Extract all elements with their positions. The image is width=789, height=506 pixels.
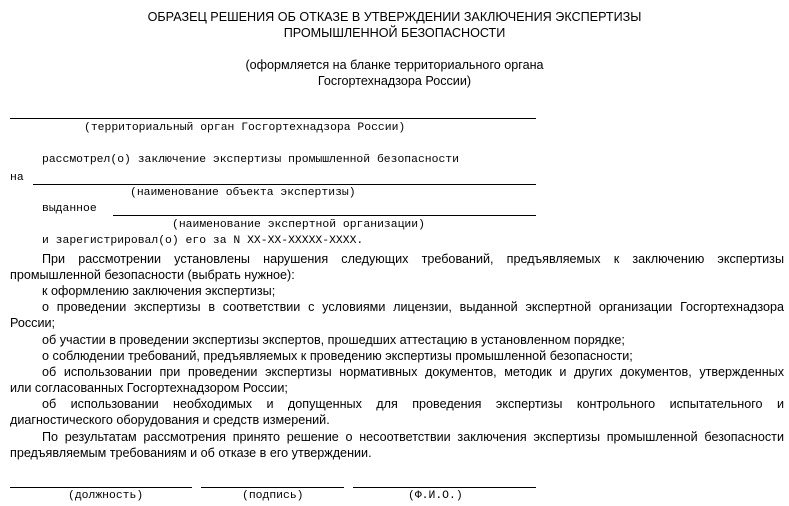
intro-line-2: промышленной безопасности (выбрать нужное): xyxy=(10,268,295,283)
signature-blank-line[interactable] xyxy=(201,487,344,488)
intro-paragraph xyxy=(10,251,784,283)
conclusion-line-1: По результатам рассмотрения принято решение о несоответствии заключения экспертизы промышленной безопасности xyxy=(42,430,784,444)
full-name-blank-line[interactable] xyxy=(353,487,536,488)
territorial-organ-blank-line[interactable] xyxy=(10,118,536,119)
signature-caption: (подпись) xyxy=(242,490,304,502)
requirement-item-6-line-2: диагностического оборудования и средств измерений. xyxy=(10,413,330,428)
intro-line-1: При рассмотрении установлены нарушения следующих требований, предъявляемых к заключению экспертизы xyxy=(42,252,784,266)
document-title-line-2: ПРОМЫШЛЕННОЙ БЕЗОПАСНОСТИ xyxy=(283,26,506,40)
requirement-item-2-line-2: России; xyxy=(10,316,56,331)
requirement-item-5-line-2: или согласованных Госгортехнадзором России; xyxy=(10,381,288,396)
position-caption: (должность) xyxy=(68,490,144,502)
requirement-item-2 xyxy=(10,299,784,331)
requirement-item-5-line-1: об использовании при проведении экспертизы нормативных документов, методик и других документов, утвержденных xyxy=(42,365,784,379)
object-caption: (наименование объекта экспертизы) xyxy=(130,187,356,199)
document-subtitle-line-1: (оформляется на бланке территориального органа xyxy=(245,58,544,72)
requirement-item-1: к оформлению заключения экспертизы; xyxy=(42,284,276,298)
on-label: на xyxy=(10,172,24,184)
document-subtitle-line-2: Госгортехнадзора России) xyxy=(317,74,472,88)
conclusion-paragraph xyxy=(10,429,784,461)
full-name-caption: (Ф.И.О.) xyxy=(408,490,463,502)
requirement-item-6-line-1: об использовании необходимых и допущенных для проведения экспертизы контрольного испытательного и xyxy=(42,397,784,411)
conclusion-line-2: предъявляемым требованиям и об отказе в его утверждении. xyxy=(10,446,372,461)
document-title-line-1: ОБРАЗЕЦ РЕШЕНИЯ ОБ ОТКАЗЕ В УТВЕРЖДЕНИИ ЗАКЛЮЧЕНИЯ ЭКСПЕРТИЗЫ xyxy=(147,10,642,24)
requirement-item-4: о соблюдении требований, предъявляемых к проведению экспертизы промышленной безопасности; xyxy=(42,349,633,363)
requirement-item-2-line-1: о проведении экспертизы в соответствии с условиями лицензии, выданной экспертной организации Госгортехнадзора xyxy=(42,300,784,314)
expert-organization-caption: (наименование экспертной организации) xyxy=(172,219,425,231)
position-blank-line[interactable] xyxy=(10,487,192,488)
expert-organization-blank-line[interactable] xyxy=(113,215,536,216)
requirement-item-6 xyxy=(10,396,784,428)
requirement-item-5 xyxy=(10,364,784,396)
territorial-organ-caption: (территориальный орган Госгортехнадзора России) xyxy=(84,122,406,134)
reviewed-statement: рассмотрел(о) заключение экспертизы промышленной безопасности xyxy=(42,154,459,166)
requirement-item-3: об участии в проведении экспертизы экспертов, прошедших аттестацию в установленном порядке; xyxy=(42,333,625,347)
registration-statement: и зарегистрировал(о) его за N XX-XX-XXXXX-XXXX. xyxy=(42,235,364,247)
object-name-blank-line[interactable] xyxy=(33,184,536,185)
issued-label: выданное xyxy=(42,203,97,215)
